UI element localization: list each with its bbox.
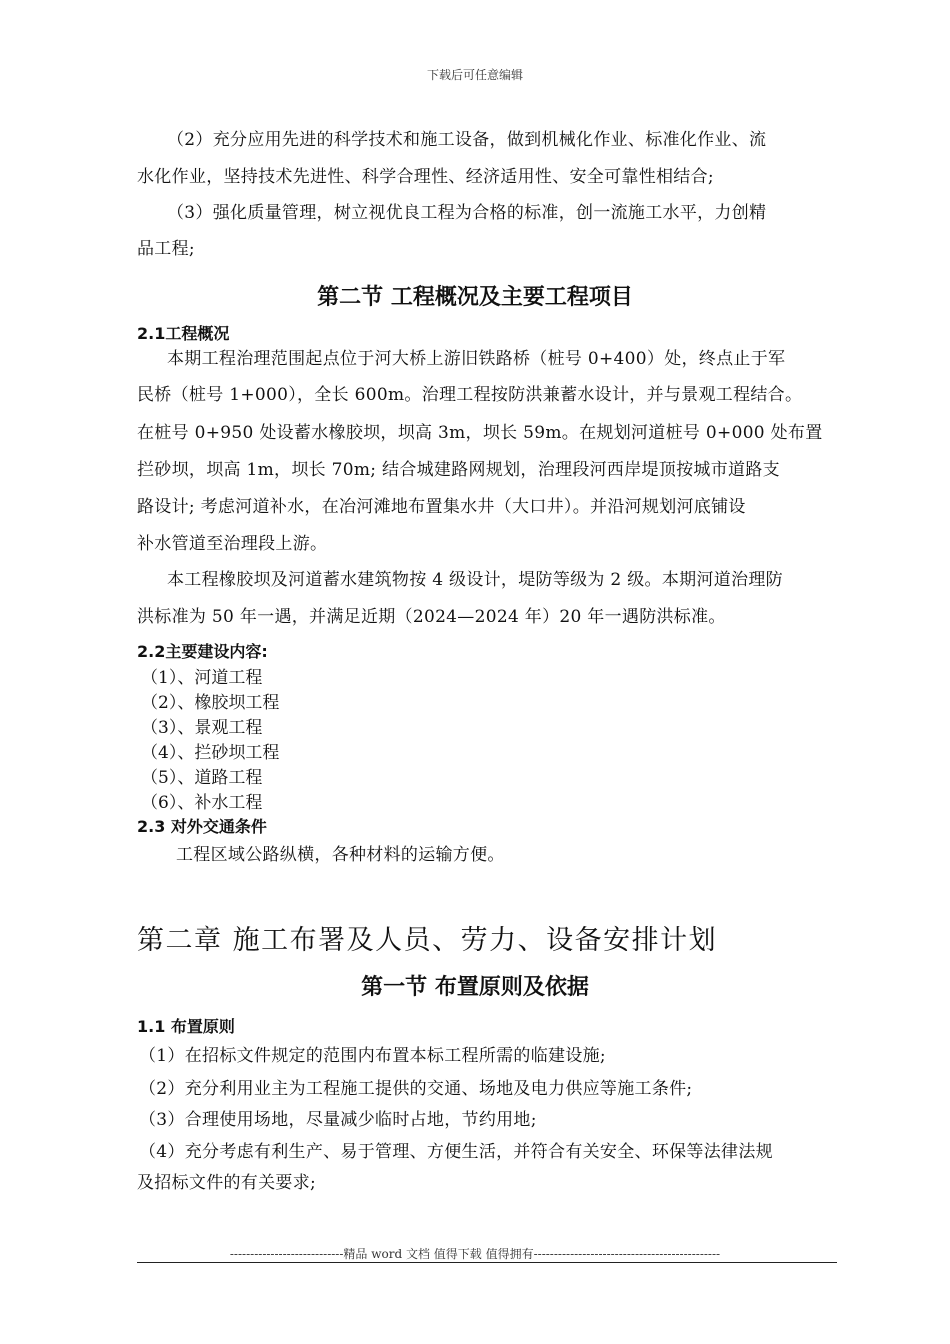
- chapter-title: 第二章 施工布署及人员、劳力、设备安排计划: [137, 925, 718, 956]
- s21-line-3: 在桩号 0+950 处设蓄水橡胶坝，坝高 3m，坝长 59m。在规划河道桩号 0+000 处布置: [137, 423, 823, 443]
- list-item: （6）、补水工程: [141, 793, 263, 813]
- s21-line-5: 路设计; 考虑河道补水，在冶河滩地布置集水井（大口井）。并沿河规划河底铺设: [137, 497, 746, 517]
- s21-line-8: 洪标准为 50 年一遇，并满足近期（2024—2024 年）20 年一遇防洪标准。: [137, 607, 726, 627]
- footer-divider: [137, 1262, 837, 1263]
- heading-2-3: 2.3 对外交通条件: [137, 817, 267, 836]
- heading-1-1: 1.1 布置原则: [137, 1017, 235, 1036]
- section-2-title: 第二节 工程概况及主要工程项目: [317, 285, 633, 310]
- section-1-title: 第一节 布置原则及依据: [361, 975, 589, 1000]
- s21-line-4: 拦砂坝，坝高 1m，坝长 70m; 结合城建路网规划，治理段河西岸堤顶按城市道路支: [137, 460, 780, 480]
- s11-line-5: 及招标文件的有关要求;: [137, 1173, 317, 1193]
- s11-line-1: （1）在招标文件规定的范围内布置本标工程所需的临建设施;: [139, 1046, 606, 1066]
- s23-text: 工程区域公路纵横，各种材料的运输方便。: [176, 845, 505, 865]
- list-item: （3）、景观工程: [141, 718, 263, 738]
- list-item: （1）、河道工程: [141, 668, 263, 688]
- s11-line-2: （2）充分利用业主为工程施工提供的交通、场地及电力供应等施工条件;: [139, 1079, 693, 1099]
- s21-line-6: 补水管道至治理段上游。: [137, 534, 328, 554]
- intro-line-4: 品工程;: [137, 239, 195, 259]
- s21-line-1: 本期工程治理范围起点位于河大桥上游旧铁路桥（桩号 0+400）处，终点止于军: [167, 349, 786, 369]
- list-item: （5）、道路工程: [141, 768, 263, 788]
- page-header: 下载后可任意编辑: [426, 68, 523, 82]
- page-footer: ----------------------------精品 word 文档 值得下载 值得拥有----------------------------------------------: [229, 1247, 721, 1261]
- intro-line-3: （3）强化质量管理，树立视优良工程为合格的标准，创一流施工水平，力创精: [167, 203, 767, 223]
- list-item: （2）、橡胶坝工程: [141, 693, 280, 713]
- s11-line-4: （4）充分考虑有利生产、易于管理、方便生活，并符合有关安全、环保等法律法规: [139, 1142, 773, 1162]
- s21-line-7: 本工程橡胶坝及河道蓄水建筑物按 4 级设计，堤防等级为 2 级。本期河道治理防: [167, 570, 783, 590]
- heading-2-2: 2.2主要建设内容:: [137, 642, 268, 661]
- s11-line-3: （3）合理使用场地，尽量减少临时占地，节约用地;: [139, 1110, 537, 1130]
- intro-line-2: 水化作业，坚持技术先进性、科学合理性、经济适用性、安全可靠性相结合;: [137, 167, 714, 187]
- list-item: （4）、拦砂坝工程: [141, 743, 280, 763]
- intro-line-1: （2）充分应用先进的科学技术和施工设备，做到机械化作业、标准化作业、流: [167, 130, 767, 150]
- s21-line-2: 民桥（桩号 1+000），全长 600m。治理工程按防洪兼蓄水设计，并与景观工程结合。: [137, 385, 803, 405]
- heading-2-1: 2.1工程概况: [137, 324, 230, 343]
